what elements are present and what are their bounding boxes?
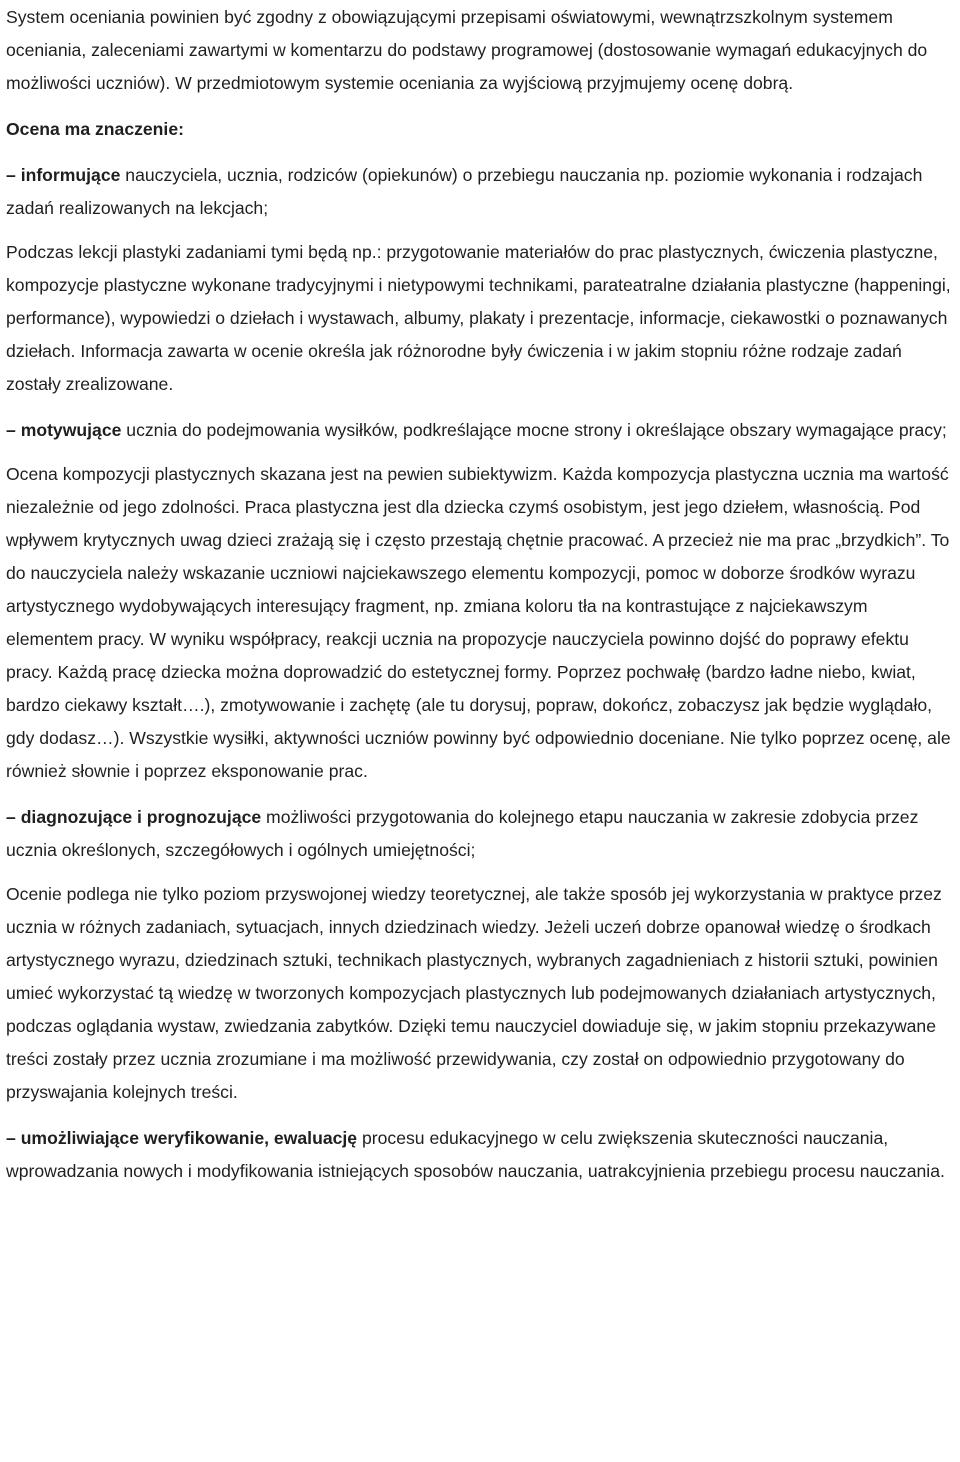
point-body-paragraph: Podczas lekcji plastyki zadaniami tymi będą np.: przygotowanie materiałów do prac plastycznych, ćwiczenia plastyczne, kompozycje plastyczne wykonane tradycyjnymi i nietypowymi technikami, parateatralne działania plastyczne (happeningi, performance), wypowiedzi o dziełach i wystawach, albumy, plakaty i prezentacje, informacje, ciekawostki o poznawanych dziełach. Informacja zawarta w ocenie określa jak różnorodne były ćwiczenia i w jakim stopniu różne rodzaje zadań zostały zrealizowane. — [6, 242, 951, 394]
point-description: ucznia do podejmowania wysiłków, podkreślające mocne strony i określające obszary wymagające pracy; — [121, 420, 947, 440]
point-weryfikowanie — [6, 1122, 954, 1188]
point-description: możliwości przygotowania do kolejnego etapu nauczania w zakresie zdobycia przez ucznia określonych, szczegółowych i ogólnych umiejętności; — [6, 807, 919, 860]
dash-marker: – — [6, 1128, 16, 1148]
section-heading: Ocena ma znaczenie: — [6, 119, 184, 139]
intro-paragraph: System oceniania powinien być zgodny z obowiązującymi przepisami oświatowymi, wewnątrzszkolnym systemem oceniania, zaleceniami zawartymi w komentarzu do podstawy programowej (dostosowanie wymagań edukacyjnych do możliwości uczniów). W przedmiotowym systemie oceniania za wyjściową przyjmujemy ocenę dobrą. — [6, 7, 928, 93]
point-diagnozujace — [6, 801, 954, 867]
point-term: motywujące — [20, 420, 122, 440]
point-description: nauczyciela, ucznia, rodziców (opiekunów) o przebiegu nauczania np. poziomie wykonania i rodzajach zadań realizowanych na lekcjach; — [6, 165, 923, 218]
point-informujace — [6, 159, 954, 225]
dash-marker: – — [6, 420, 16, 440]
point-term: umożliwiające weryfikowanie, ewaluację — [20, 1128, 358, 1148]
dash-marker: – — [6, 165, 16, 185]
point-body-paragraph: Ocena kompozycji plastycznych skazana jest na pewien subiektywizm. Każda kompozycja plastyczna ucznia ma wartość niezależnie od jego zdolności. Praca plastyczna jest dla dziecka czymś osobistym, jest jego dziełem, własnością. Pod wpływem krytycznych uwag dzieci zrażają się i często przestają chętnie pracować. A przecież nie ma prac „brzydkich”. To do nauczyciela należy wskazanie uczniowi najciekawszego elementu kompozycji, pomoc w doborze środków wyrazu artystycznego wydobywających interesujący fragment, np. zmiana koloru tła na kontrastujące z najciekawszym elementem pracy. W wyniku współpracy, reakcji ucznia na propozycje nauczyciela powinno dojść do poprawy efektu pracy. Każdą pracę dziecka można doprowadzić do estetycznej formy. Poprzez pochwałę (bardzo ładne niebo, kwiat, bardzo ciekawy kształt….), zmotywowanie i zachętę (ale tu dorysuj, popraw, dokończ, zobaczysz jak będzie wyglądało, gdy dodasz…). Wszystkie wysiłki, aktywności uczniów powinny być odpowiednio doceniane. Nie tylko poprzez ocenę, ale również słownie i poprzez eksponowanie prac. — [6, 464, 951, 781]
point-term: diagnozujące i prognozujące — [20, 807, 262, 827]
point-body-paragraph: Ocenie podlega nie tylko poziom przyswojonej wiedzy teoretycznej, ale także sposób jej wykorzystania w praktyce przez ucznia w różnych zadaniach, sytuacjach, innych dziedzinach wiedzy. Jeżeli uczeń dobrze opanował wiedzę o środkach artystycznego wyrazu, dziedzinach sztuki, technikach plastycznych, wybranych zagadnieniach z historii sztuki, powinien umieć wykorzystać tą wiedzę w tworzonych kompozycjach plastycznych lub podejmowanych działaniach artystycznych, podczas oglądania wystaw, zwiedzania zabytków. Dzięki temu nauczyciel dowiaduje się, w jakim stopniu przekazywane treści zostały przez ucznia zrozumiane i ma możliwość przewidywania, czy został on odpowiednio przygotowany do przyswajania kolejnych treści. — [6, 884, 942, 1102]
point-motywujace — [6, 414, 954, 447]
point-description: procesu edukacyjnego w celu zwiększenia skuteczności nauczania, wprowadzania nowych i modyfikowania istniejących sposobów nauczania, uatrakcyjnienia przebiegu procesu nauczania. — [6, 1128, 945, 1181]
point-term: informujące — [20, 165, 121, 185]
dash-marker: – — [6, 807, 16, 827]
